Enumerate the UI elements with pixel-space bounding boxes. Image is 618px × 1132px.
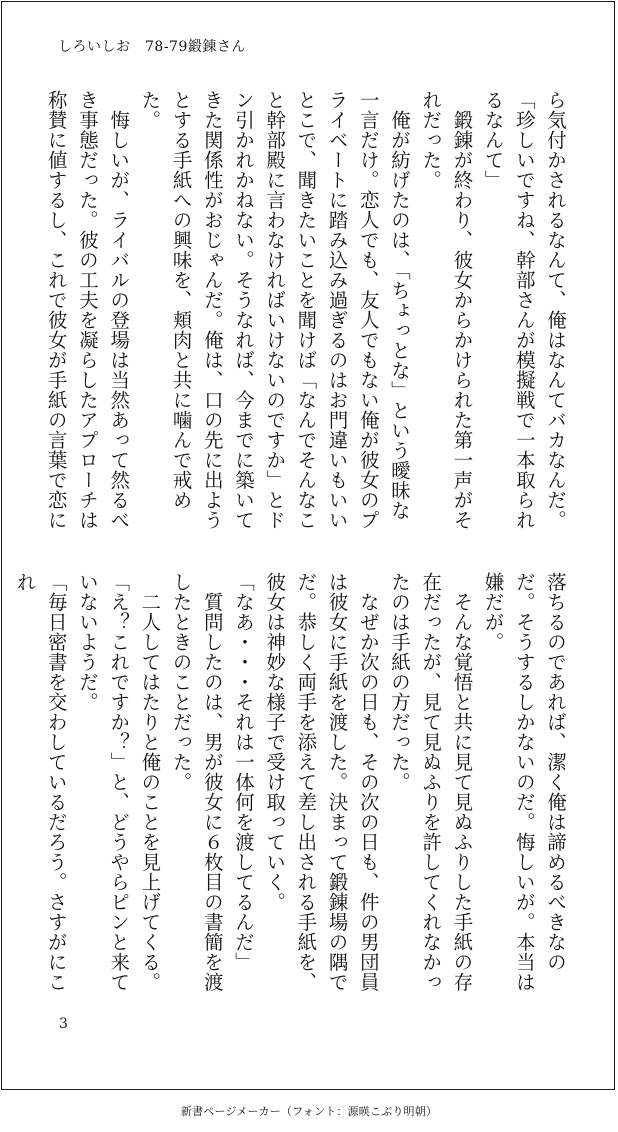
paragraph: 「え？これですか？」と、どうやらピンと来ていないようだ。 bbox=[75, 572, 131, 992]
paragraph: 落ちるのであれば、潔く俺は諦めるべきなのだ。そうするしかないのだ。悔しいが。本当は嫌だが。 bbox=[481, 572, 567, 992]
paragraph: 鍛錬が終わり、彼女からかけられた第一声がそれだった。 bbox=[419, 90, 474, 530]
top-text-block bbox=[41, 90, 571, 538]
paragraph: 質問したのは、男が彼女に６枚目の書簡を渡したときのことだった。 bbox=[169, 572, 224, 992]
footer-caption: 新書ページメーカー（フォント：源暎こぶり明朝） bbox=[180, 1105, 438, 1118]
paragraph: 二人してはたりと俺のことを見上げてくる。 bbox=[138, 572, 162, 992]
bottom-text-block bbox=[9, 572, 571, 994]
paragraph: 「毎日密書を交わしているだろう。さすがにこれ bbox=[13, 572, 68, 992]
paragraph: 悔しいが、ライバルの登場は当然あって然るべき事態だった。彼の工夫を凝らしたアプローチは称賛に値するし、これで彼女が手紙の言葉で恋に bbox=[44, 90, 131, 530]
paragraph: そんな覚悟と共に見て見ぬふりした手紙の存在だったが、見て見ぬふりを許してくれなかったのは手紙の方だった。 bbox=[387, 572, 474, 992]
paragraph: なぜか次の日も、その次の日も、件の男団員は彼女に手紙を渡した。決まって鍛錬場の隅でだ。恭しく両手を添えて差し出される手紙を、彼女は神妙な様子で受け取っていく。 bbox=[263, 572, 380, 992]
page-frame bbox=[1, 1, 615, 1090]
page-number: 3 bbox=[59, 1016, 68, 1032]
paragraph: 「なあ・・・それは一体何を渡してるんだ」 bbox=[231, 572, 255, 972]
paragraph: ら気付かされるなんて、俺はなんてバカなんだ。 bbox=[544, 90, 567, 530]
paragraph: 俺が紡げたのは、「ちょっとな」という曖昧な一言だけ。恋人でも、友人でもない俺が彼女のプライベートに踏み込み過ぎるのはお門違いもいいとこで、聞きたいことを聞けば「なんでそんなこと幹部殿に言わなければいけないのですか」とドン引かれかねない。そうなれば、今までに築いてきた関係性がおじゃんだ。俺は、口の先に出ようとする手紙への興味を、頬肉と共に噛んで戒めた。 bbox=[138, 90, 411, 530]
paragraph: 「珍しいですね、幹部さんが模擬戦で一本取られるなんて」 bbox=[481, 90, 536, 530]
header-title: しろいしお 78-79鍛錬さん bbox=[58, 39, 246, 55]
